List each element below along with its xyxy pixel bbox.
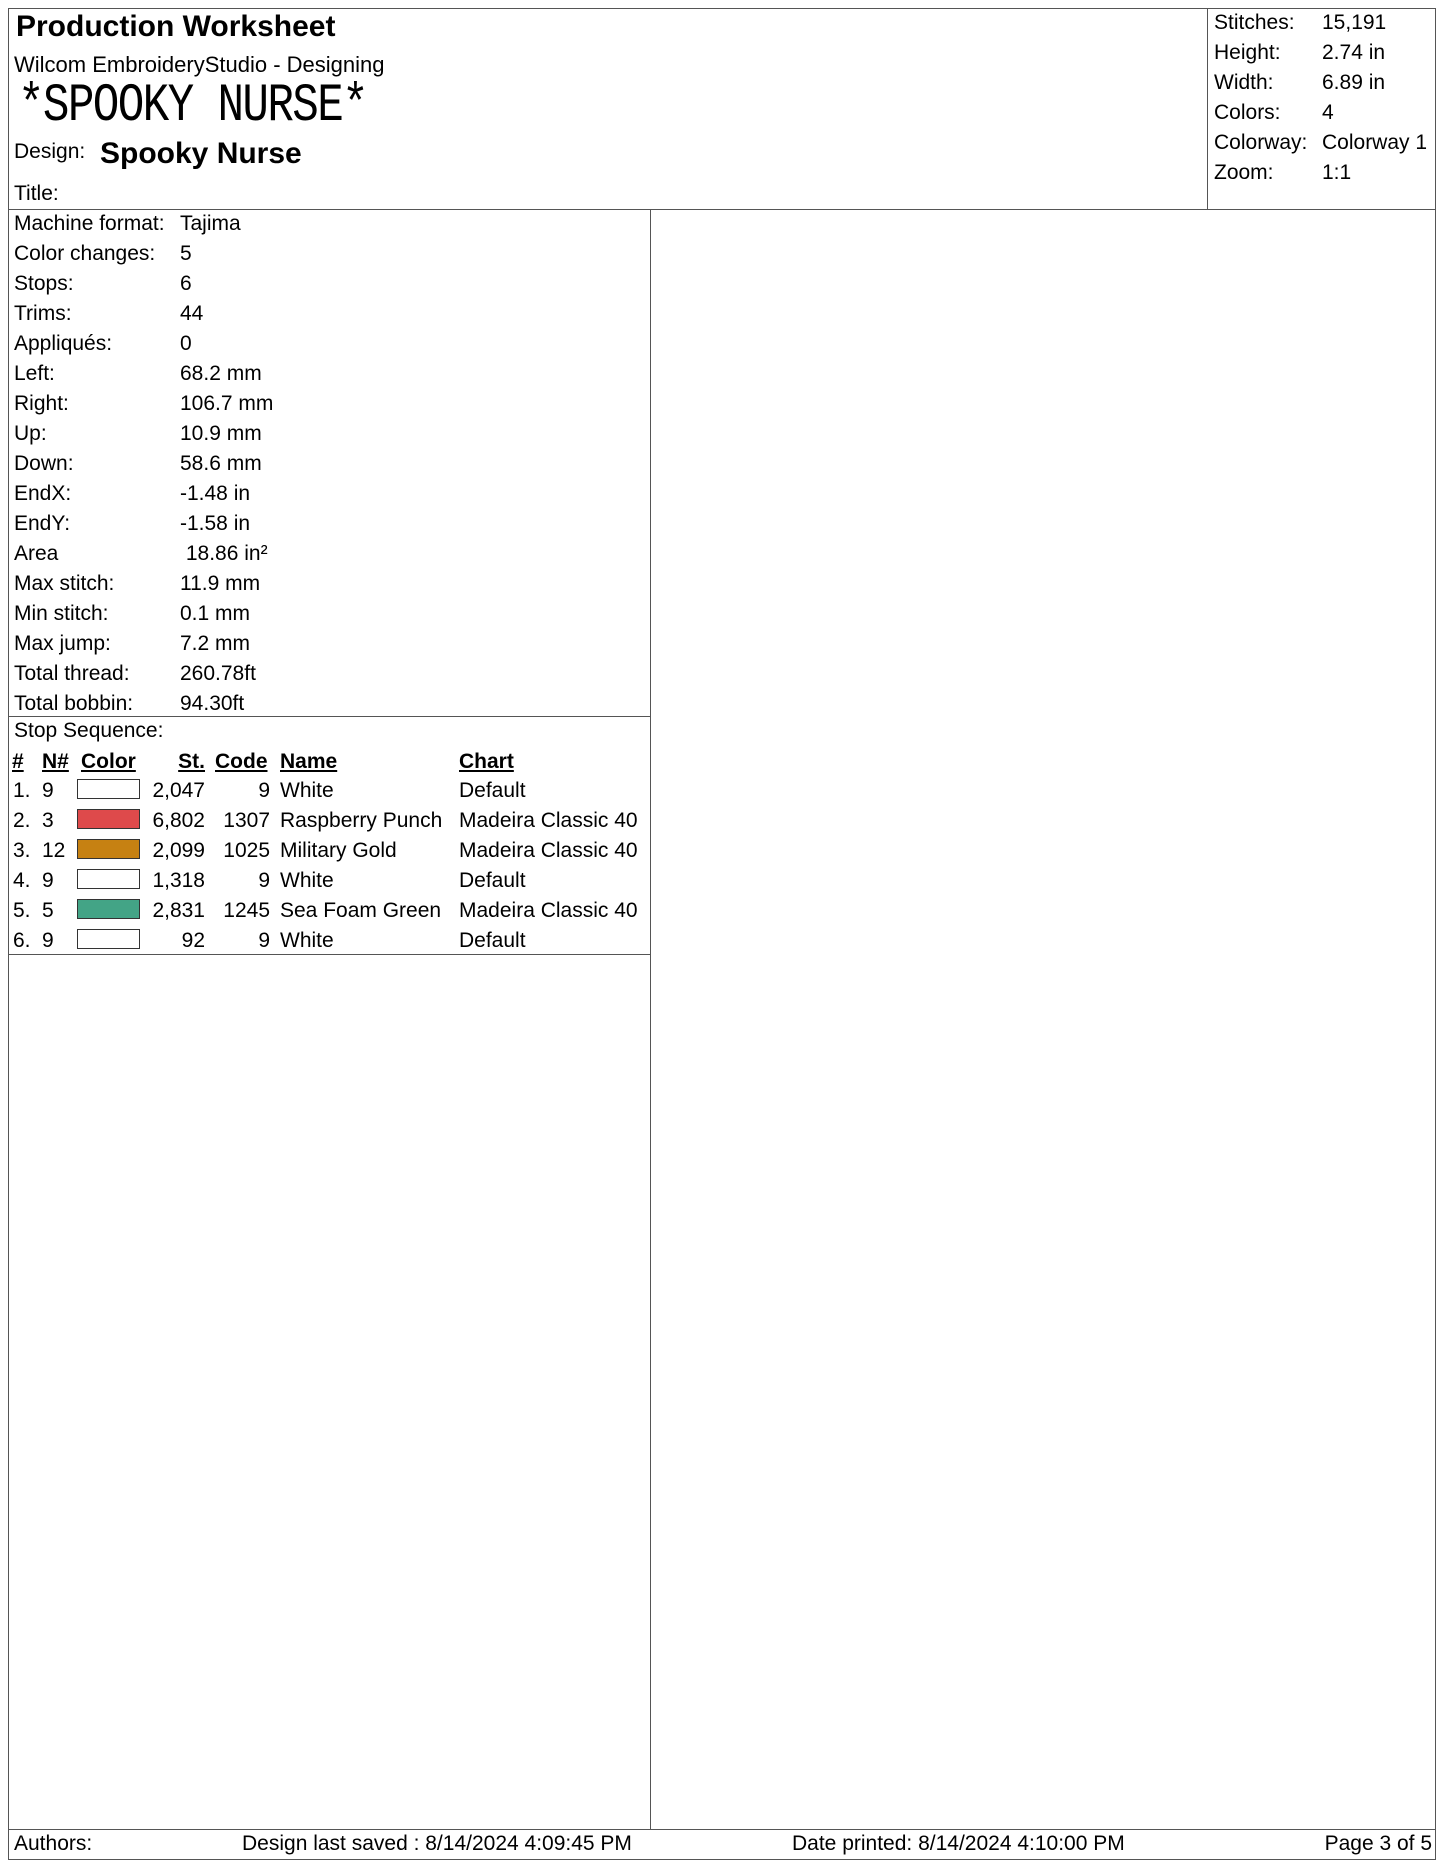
row-needle: 9 [42, 779, 54, 802]
col-header-name: Name [280, 750, 338, 773]
row-chart: Madeira Classic 40 [459, 839, 638, 862]
col-header-code: Code [215, 750, 268, 773]
row-name: White [280, 929, 334, 952]
header-divider [8, 209, 1436, 210]
stat-value: Tajima [180, 212, 241, 235]
stat-label: Max jump: [14, 632, 111, 655]
row-code: 9 [258, 929, 270, 952]
row-name: Raspberry Punch [280, 809, 443, 832]
footer-last-saved: Design last saved : 8/14/2024 4:09:45 PM [242, 1832, 632, 1855]
row-num: 5. [13, 899, 31, 922]
summary-label: Width: [1214, 71, 1274, 94]
row-needle: 12 [42, 839, 66, 862]
page-title: Production Worksheet [16, 10, 336, 43]
row-stitches: 2,831 [152, 899, 205, 922]
stat-value: 106.7 mm [180, 392, 274, 415]
stat-label: Max stitch: [14, 572, 115, 595]
summary-value: Colorway 1 [1322, 131, 1428, 154]
stat-value: 18.86 in² [180, 542, 268, 565]
row-stitches: 6,802 [152, 809, 205, 832]
col-header-color: Color [81, 750, 136, 773]
row-name: Sea Foam Green [280, 899, 442, 922]
row-needle: 5 [42, 899, 54, 922]
sequence-divider [8, 954, 651, 955]
stat-value: 44 [180, 302, 204, 325]
summary-label: Height: [1214, 41, 1281, 64]
color-swatch [77, 869, 140, 889]
row-num: 3. [13, 839, 31, 862]
row-code: 1245 [223, 899, 270, 922]
row-stitches: 2,047 [152, 779, 205, 802]
row-needle: 9 [42, 869, 54, 892]
stat-label: Left: [14, 362, 55, 385]
col-header-num: # [12, 750, 24, 773]
summary-label: Zoom: [1214, 161, 1274, 184]
summary-divider [1207, 8, 1208, 210]
summary-label: Colors: [1214, 101, 1281, 124]
row-num: 6. [13, 929, 31, 952]
footer-authors: Authors: [14, 1832, 93, 1855]
stat-value: 5 [180, 242, 192, 265]
footer-divider [8, 1829, 1436, 1830]
row-num: 1. [13, 779, 31, 802]
design-name: Spooky Nurse [100, 137, 302, 170]
stat-label: Machine format: [14, 212, 165, 235]
row-num: 2. [13, 809, 31, 832]
title-label: Title: [14, 182, 59, 205]
stat-value: 10.9 mm [180, 422, 262, 445]
color-swatch [77, 929, 140, 949]
row-name: White [280, 779, 334, 802]
stat-label: Color changes: [14, 242, 156, 265]
color-swatch [77, 779, 140, 799]
stat-value: -1.48 in [180, 482, 251, 505]
row-code: 1025 [223, 839, 270, 862]
stat-label: EndX: [14, 482, 72, 505]
column-divider [650, 209, 651, 1829]
col-header-needle: N# [42, 750, 69, 773]
row-name: White [280, 869, 334, 892]
row-num: 4. [13, 869, 31, 892]
color-swatch [77, 809, 140, 829]
footer-date-printed: Date printed: 8/14/2024 4:10:00 PM [792, 1832, 1125, 1855]
stat-label: Stops: [14, 272, 74, 295]
col-header-stitches: St. [178, 750, 205, 773]
stat-value: 11.9 mm [180, 572, 261, 595]
stat-value: 94.30ft [180, 692, 245, 715]
stat-label: Trims: [14, 302, 72, 325]
row-chart: Default [459, 929, 526, 952]
row-code: 1307 [223, 809, 270, 832]
stat-label: Total bobbin: [14, 692, 134, 715]
row-needle: 9 [42, 929, 54, 952]
row-stitches: 92 [181, 929, 205, 952]
stat-label: Min stitch: [14, 602, 109, 625]
stat-value: 0 [180, 332, 192, 355]
stat-value: 6 [180, 272, 192, 295]
row-chart: Default [459, 779, 526, 802]
design-label: Design: [14, 140, 86, 163]
stat-value: 260.78ft [180, 662, 256, 685]
design-barcode-text: *SPOOKY NURSE* [18, 76, 368, 137]
footer-page-number: Page 3 of 5 [1324, 1832, 1432, 1855]
summary-value: 15,191 [1322, 11, 1387, 34]
row-needle: 3 [42, 809, 54, 832]
summary-value: 2.74 in [1322, 41, 1386, 64]
stat-value: 58.6 mm [180, 452, 262, 475]
stat-value: -1.58 in [180, 512, 251, 535]
stat-label: Appliqués: [14, 332, 113, 355]
row-chart: Madeira Classic 40 [459, 809, 638, 832]
stat-label: Up: [14, 422, 47, 445]
stat-value: 68.2 mm [180, 362, 262, 385]
row-code: 9 [258, 869, 270, 892]
row-chart: Default [459, 869, 526, 892]
app-name: Wilcom EmbroideryStudio - Designing [14, 52, 385, 77]
design-preview-area [652, 211, 1434, 1827]
stats-divider [8, 716, 651, 717]
col-header-chart: Chart [459, 750, 514, 773]
row-code: 9 [258, 779, 270, 802]
color-swatch [77, 899, 140, 919]
summary-label: Stitches: [1214, 11, 1295, 34]
stat-label: EndY: [14, 512, 71, 535]
summary-value: 6.89 in [1322, 71, 1386, 94]
summary-value: 1:1 [1322, 161, 1352, 184]
row-name: Military Gold [280, 839, 397, 862]
row-stitches: 2,099 [152, 839, 205, 862]
stat-label: Total thread: [14, 662, 130, 685]
stat-label: Down: [14, 452, 74, 475]
summary-value: 4 [1322, 101, 1334, 124]
stop-sequence-label: Stop Sequence: [14, 719, 164, 742]
stat-value: 7.2 mm [180, 632, 251, 655]
stat-label: Area [14, 542, 59, 565]
row-stitches: 1,318 [152, 869, 205, 892]
color-swatch [77, 839, 140, 859]
stat-value: 0.1 mm [180, 602, 251, 625]
row-chart: Madeira Classic 40 [459, 899, 638, 922]
summary-label: Colorway: [1214, 131, 1308, 154]
stat-label: Right: [14, 392, 69, 415]
